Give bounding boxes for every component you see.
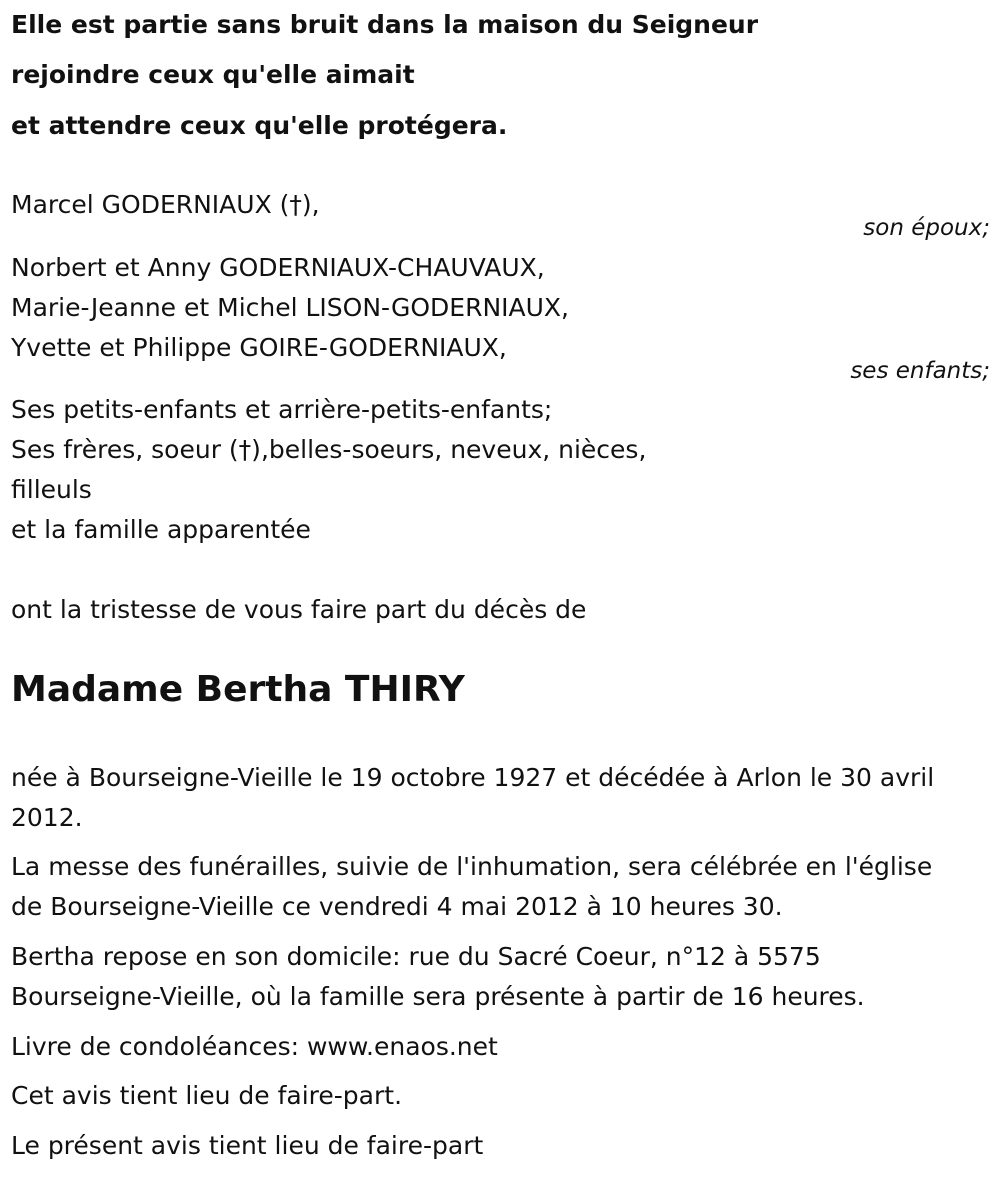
family-line: et la famille apparentée (11, 515, 311, 544)
condolence-book-line: Livre de condoléances: www.enaos.net (11, 1032, 498, 1061)
detail-line: Le présent avis tient lieu de faire-part (11, 1131, 484, 1160)
detail-line: Bertha repose en son domicile: rue du Sacré Coeur, n°12 à 5575 (11, 942, 821, 971)
detail-line: Bourseigne-Vieille, où la famille sera présente à partir de 16 heures. (11, 982, 865, 1011)
intro-line: Elle est partie sans bruit dans la maison du Seigneur (11, 10, 759, 39)
children-role: ses enfants; (850, 358, 990, 384)
family-line: Ses petits-enfants et arrière-petits-enfants; (11, 395, 553, 424)
detail-line: Cet avis tient lieu de faire-part. (11, 1081, 403, 1110)
family-line: Ses frères, soeur (†),belles-soeurs, neveux, nièces, (11, 435, 647, 464)
child-name: Marie-Jeanne et Michel LISON-GODERNIAUX, (11, 293, 570, 322)
detail-line: La messe des funérailles, suivie de l'inhumation, sera célébrée en l'église (11, 852, 933, 881)
child-name: Norbert et Anny GODERNIAUX-CHAUVAUX, (11, 253, 545, 282)
announcement-text: ont la tristesse de vous faire part du décès de (11, 595, 587, 624)
child-name: Yvette et Philippe GOIRE-GODERNIAUX, (11, 333, 507, 362)
spouse-role: son époux; (863, 215, 990, 241)
family-line: filleuls (11, 475, 92, 504)
detail-line: née à Bourseigne-Vieille le 19 octobre 1927 et décédée à Arlon le 30 avril (11, 763, 935, 792)
spouse-name: Marcel GODERNIAUX (†), (11, 190, 320, 219)
deceased-name: Madame Bertha THIRY (11, 669, 465, 710)
detail-line: 2012. (11, 803, 83, 832)
intro-line: et attendre ceux qu'elle protégera. (11, 111, 508, 140)
detail-line: de Bourseigne-Vieille ce vendredi 4 mai 2012 à 10 heures 30. (11, 892, 783, 921)
intro-line: rejoindre ceux qu'elle aimait (11, 60, 415, 89)
